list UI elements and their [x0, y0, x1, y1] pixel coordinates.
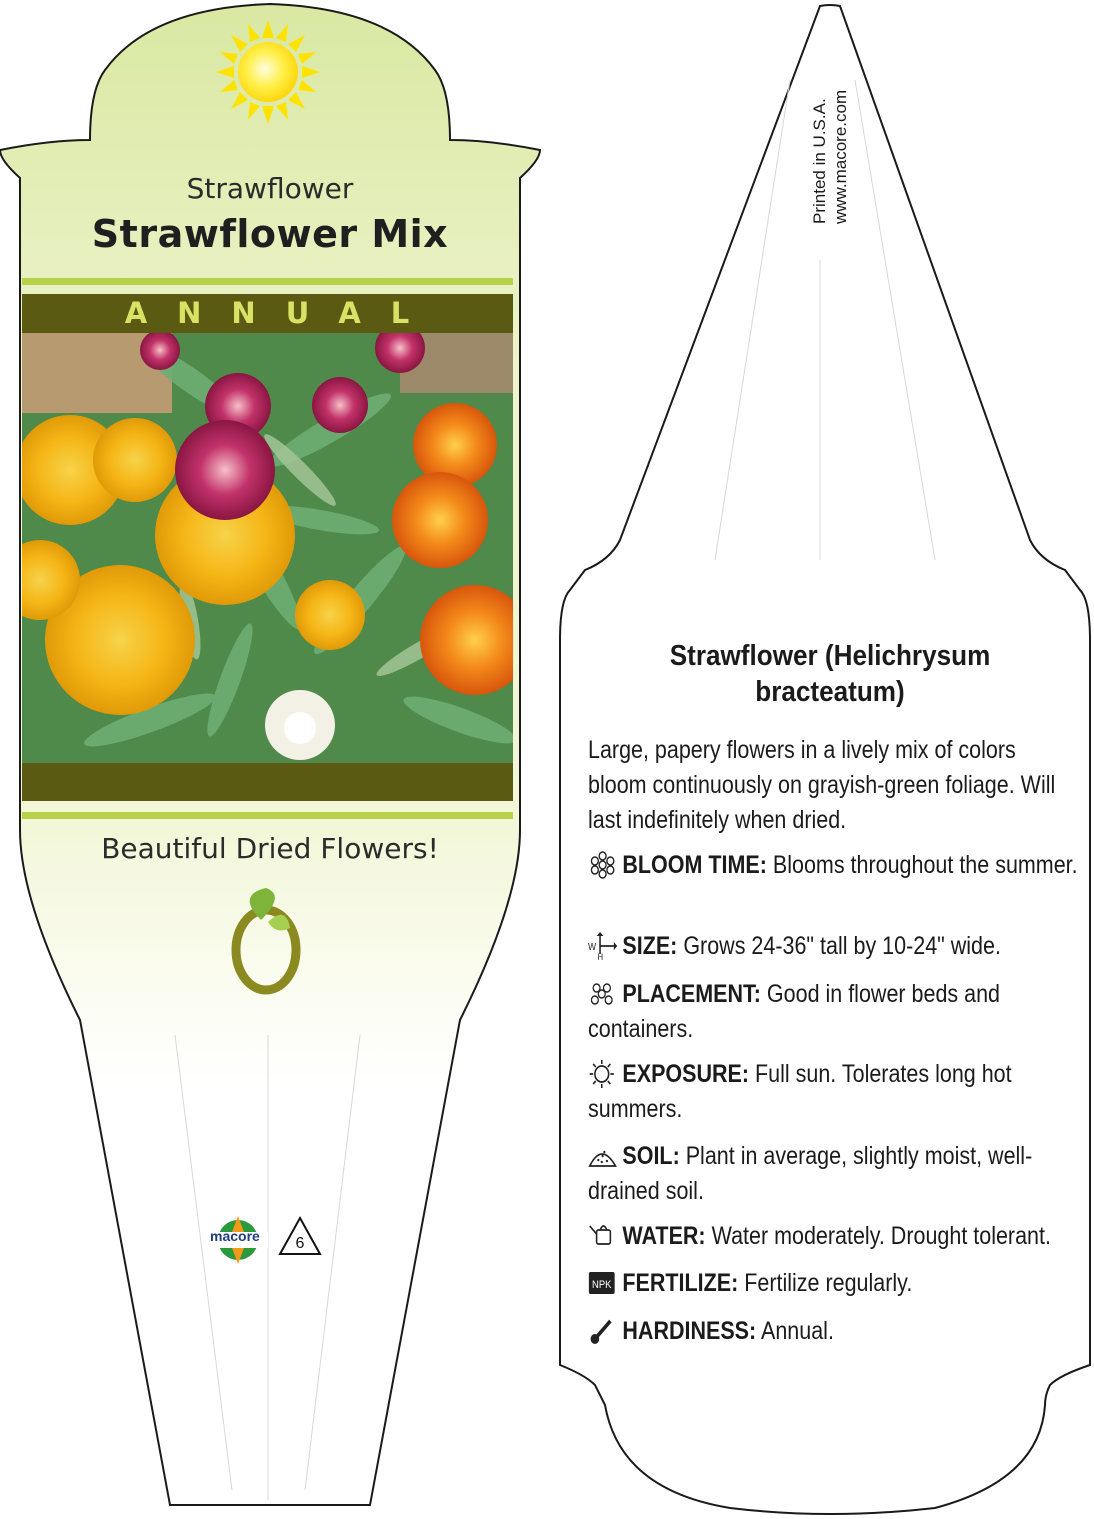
description: Large, papery flowers in a lively mix of colors bloom continuously on grayish-green foliage. Will last indefinitely when dried. [588, 736, 1056, 834]
info-placement [588, 977, 1078, 1047]
common-name: Strawflower [186, 172, 354, 205]
size-icon-h: H [597, 951, 604, 960]
strawflower-photo [0, 323, 530, 763]
hardiness-text: Annual. [760, 1317, 834, 1345]
website-label: www.macore.com [831, 89, 850, 224]
info-size [588, 929, 1078, 964]
soil-text: Plant in average, slightly moist, well-drained soil. [588, 1142, 1033, 1205]
variety-name: Strawflower Mix [91, 212, 449, 256]
water-label: WATER: [622, 1222, 706, 1250]
soil-label: SOIL: [622, 1142, 680, 1170]
exposure-text: Full sun. Tolerates long hot summers. [588, 1060, 1012, 1123]
size-label: SIZE: [622, 932, 678, 960]
bloom-time-label: BLOOM TIME: [622, 851, 767, 879]
sun-icon [216, 20, 320, 124]
info-fertilize [588, 1266, 1078, 1301]
info-exposure [588, 1057, 1078, 1127]
npk-text: NPK [592, 1279, 612, 1292]
back-title: Strawflower (Helichrysum bracteatum) [669, 640, 991, 708]
bloom-time-text: Blooms throughout the summer. [772, 851, 1078, 879]
sun-outline-icon [588, 1060, 617, 1088]
placement-label: PLACEMENT: [622, 980, 761, 1008]
info-hardiness [588, 1314, 1078, 1349]
info-bloom-time [588, 848, 1078, 883]
soil-pile-icon [588, 1142, 617, 1170]
printed-in-label: Printed in U.S.A. [810, 98, 829, 224]
info-water [588, 1219, 1078, 1254]
placement-icon [588, 980, 617, 1008]
size-icon-w: W [588, 941, 597, 953]
recycle-code: 6 [295, 1235, 305, 1252]
thermometer-icon [588, 1317, 617, 1345]
fertilize-text: Fertilize regularly. [744, 1269, 913, 1297]
placement-text: Good in flower beds and containers. [588, 980, 1001, 1043]
size-text: Grows 24-36" tall by 10-24" wide. [683, 932, 1001, 960]
water-text: Water moderately. Drought tolerant. [711, 1222, 1051, 1250]
hardiness-label: HARDINESS: [622, 1317, 757, 1345]
macore-wordmark: macore [210, 1228, 260, 1244]
watering-can-icon [588, 1222, 617, 1250]
npk-icon [588, 1269, 617, 1297]
info-soil [588, 1139, 1078, 1209]
category-label: ANNUAL [124, 296, 440, 330]
fertilize-label: FERTILIZE: [622, 1269, 739, 1297]
exposure-label: EXPOSURE: [622, 1060, 750, 1088]
tagline: Beautiful Dried Flowers! [101, 832, 439, 865]
size-arrows-icon [588, 932, 617, 960]
flower-icon [588, 851, 617, 879]
